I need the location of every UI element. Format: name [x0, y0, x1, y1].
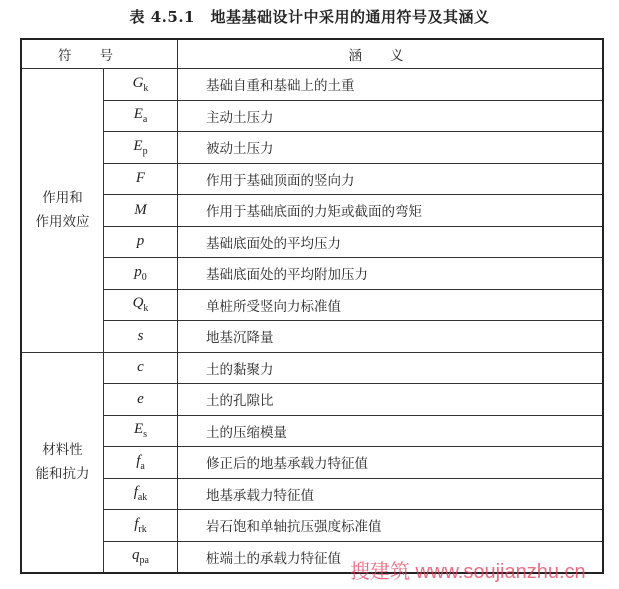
table-title: 表 4.5.1 地基基础设计中采用的通用符号及其涵义: [129, 8, 490, 26]
watermark: 搜建筑 www.soujianzhu.cn: [350, 561, 586, 583]
symbol: s: [137, 327, 144, 344]
meaning-cell: 修正后的地基承载力特征值: [178, 447, 604, 479]
symbol: G: [132, 74, 144, 91]
table-row: [21, 510, 603, 542]
symbol-cell: [104, 132, 178, 164]
table-row: [21, 321, 603, 353]
symbol: p: [136, 233, 145, 250]
table-row: [21, 69, 603, 101]
table-row: [21, 447, 603, 479]
category-cell: 材料性 能和抗力: [21, 352, 104, 573]
table-row: [21, 226, 603, 258]
table-row: [21, 100, 603, 132]
symbol-subscript: p: [142, 145, 148, 157]
meaning-cell: 土的孔隙比: [178, 384, 604, 416]
symbol: f: [134, 515, 139, 532]
table-row: [21, 132, 603, 164]
symbol: M: [134, 201, 147, 218]
symbol-cell: [104, 289, 178, 321]
table-row: [21, 289, 603, 321]
meaning-cell: 土的黏聚力: [178, 352, 604, 384]
table-row: [21, 258, 603, 290]
symbol-subscript: pa: [139, 555, 149, 567]
symbol-subscript: a: [140, 460, 145, 472]
symbols-table: [20, 38, 604, 574]
meaning-cell: 被动土压力: [178, 132, 604, 164]
meaning-cell: 主动土压力: [178, 100, 604, 132]
symbol-cell: [104, 69, 178, 101]
symbol-subscript: rk: [138, 523, 147, 535]
meaning-cell: 地基承载力特征值: [178, 478, 604, 510]
symbol: f: [133, 484, 138, 501]
symbol: E: [133, 106, 143, 123]
symbol-cell: [104, 447, 178, 479]
table-row: [21, 352, 603, 384]
meaning-cell: 地基沉降量: [178, 321, 604, 353]
symbol-subscript: ak: [137, 492, 148, 504]
symbol-cell: [104, 100, 178, 132]
meaning-cell: 岩石饱和单轴抗压强度标准值: [178, 510, 604, 542]
symbol-subscript: s: [143, 429, 148, 441]
symbol-cell: [104, 541, 178, 573]
header-symbol: 符号: [21, 39, 178, 69]
symbol-cell: [104, 321, 178, 353]
symbol: F: [135, 170, 146, 187]
symbol: E: [133, 421, 144, 438]
symbol: p: [134, 263, 142, 280]
header-meaning: 涵义: [178, 39, 604, 69]
symbol: Q: [132, 295, 144, 312]
symbol-cell: [104, 478, 178, 510]
symbol-cell: [104, 415, 178, 447]
symbol: q: [132, 547, 140, 564]
symbol: c: [137, 359, 144, 376]
table-row: [21, 415, 603, 447]
meaning-cell: 单桩所受竖向力标准值: [178, 289, 604, 321]
meaning-cell: 基础底面处的平均附加压力: [178, 258, 604, 290]
meaning-cell: 作用于基础底面的力矩或截面的弯矩: [178, 195, 604, 227]
category-cell: 作用和 作用效应: [21, 69, 104, 353]
table-row: [21, 384, 603, 416]
meaning-cell: 桩端土的承载力特征值: [178, 541, 604, 573]
symbol-subscript: k: [143, 82, 149, 94]
symbol-cell: [104, 510, 178, 542]
table-row: [21, 163, 603, 195]
symbol-cell: [104, 384, 178, 416]
symbol: E: [133, 137, 143, 154]
meaning-cell: 基础底面处的平均压力: [178, 226, 604, 258]
symbol-subscript: k: [143, 303, 149, 315]
table-row: [21, 195, 603, 227]
symbol-subscript: 0: [141, 271, 147, 283]
symbol: e: [137, 390, 144, 407]
meaning-cell: 基础自重和基础上的土重: [178, 69, 604, 101]
symbol-subscript: a: [142, 114, 148, 126]
symbol-cell: [104, 195, 178, 227]
table-row: [21, 478, 603, 510]
symbol-cell: [104, 163, 178, 195]
symbol-cell: [104, 226, 178, 258]
symbol: f: [136, 452, 141, 469]
symbol-cell: [104, 258, 178, 290]
meaning-cell: 作用于基础顶面的竖向力: [178, 163, 604, 195]
meaning-cell: 土的压缩模量: [178, 415, 604, 447]
symbol-cell: [104, 352, 178, 384]
